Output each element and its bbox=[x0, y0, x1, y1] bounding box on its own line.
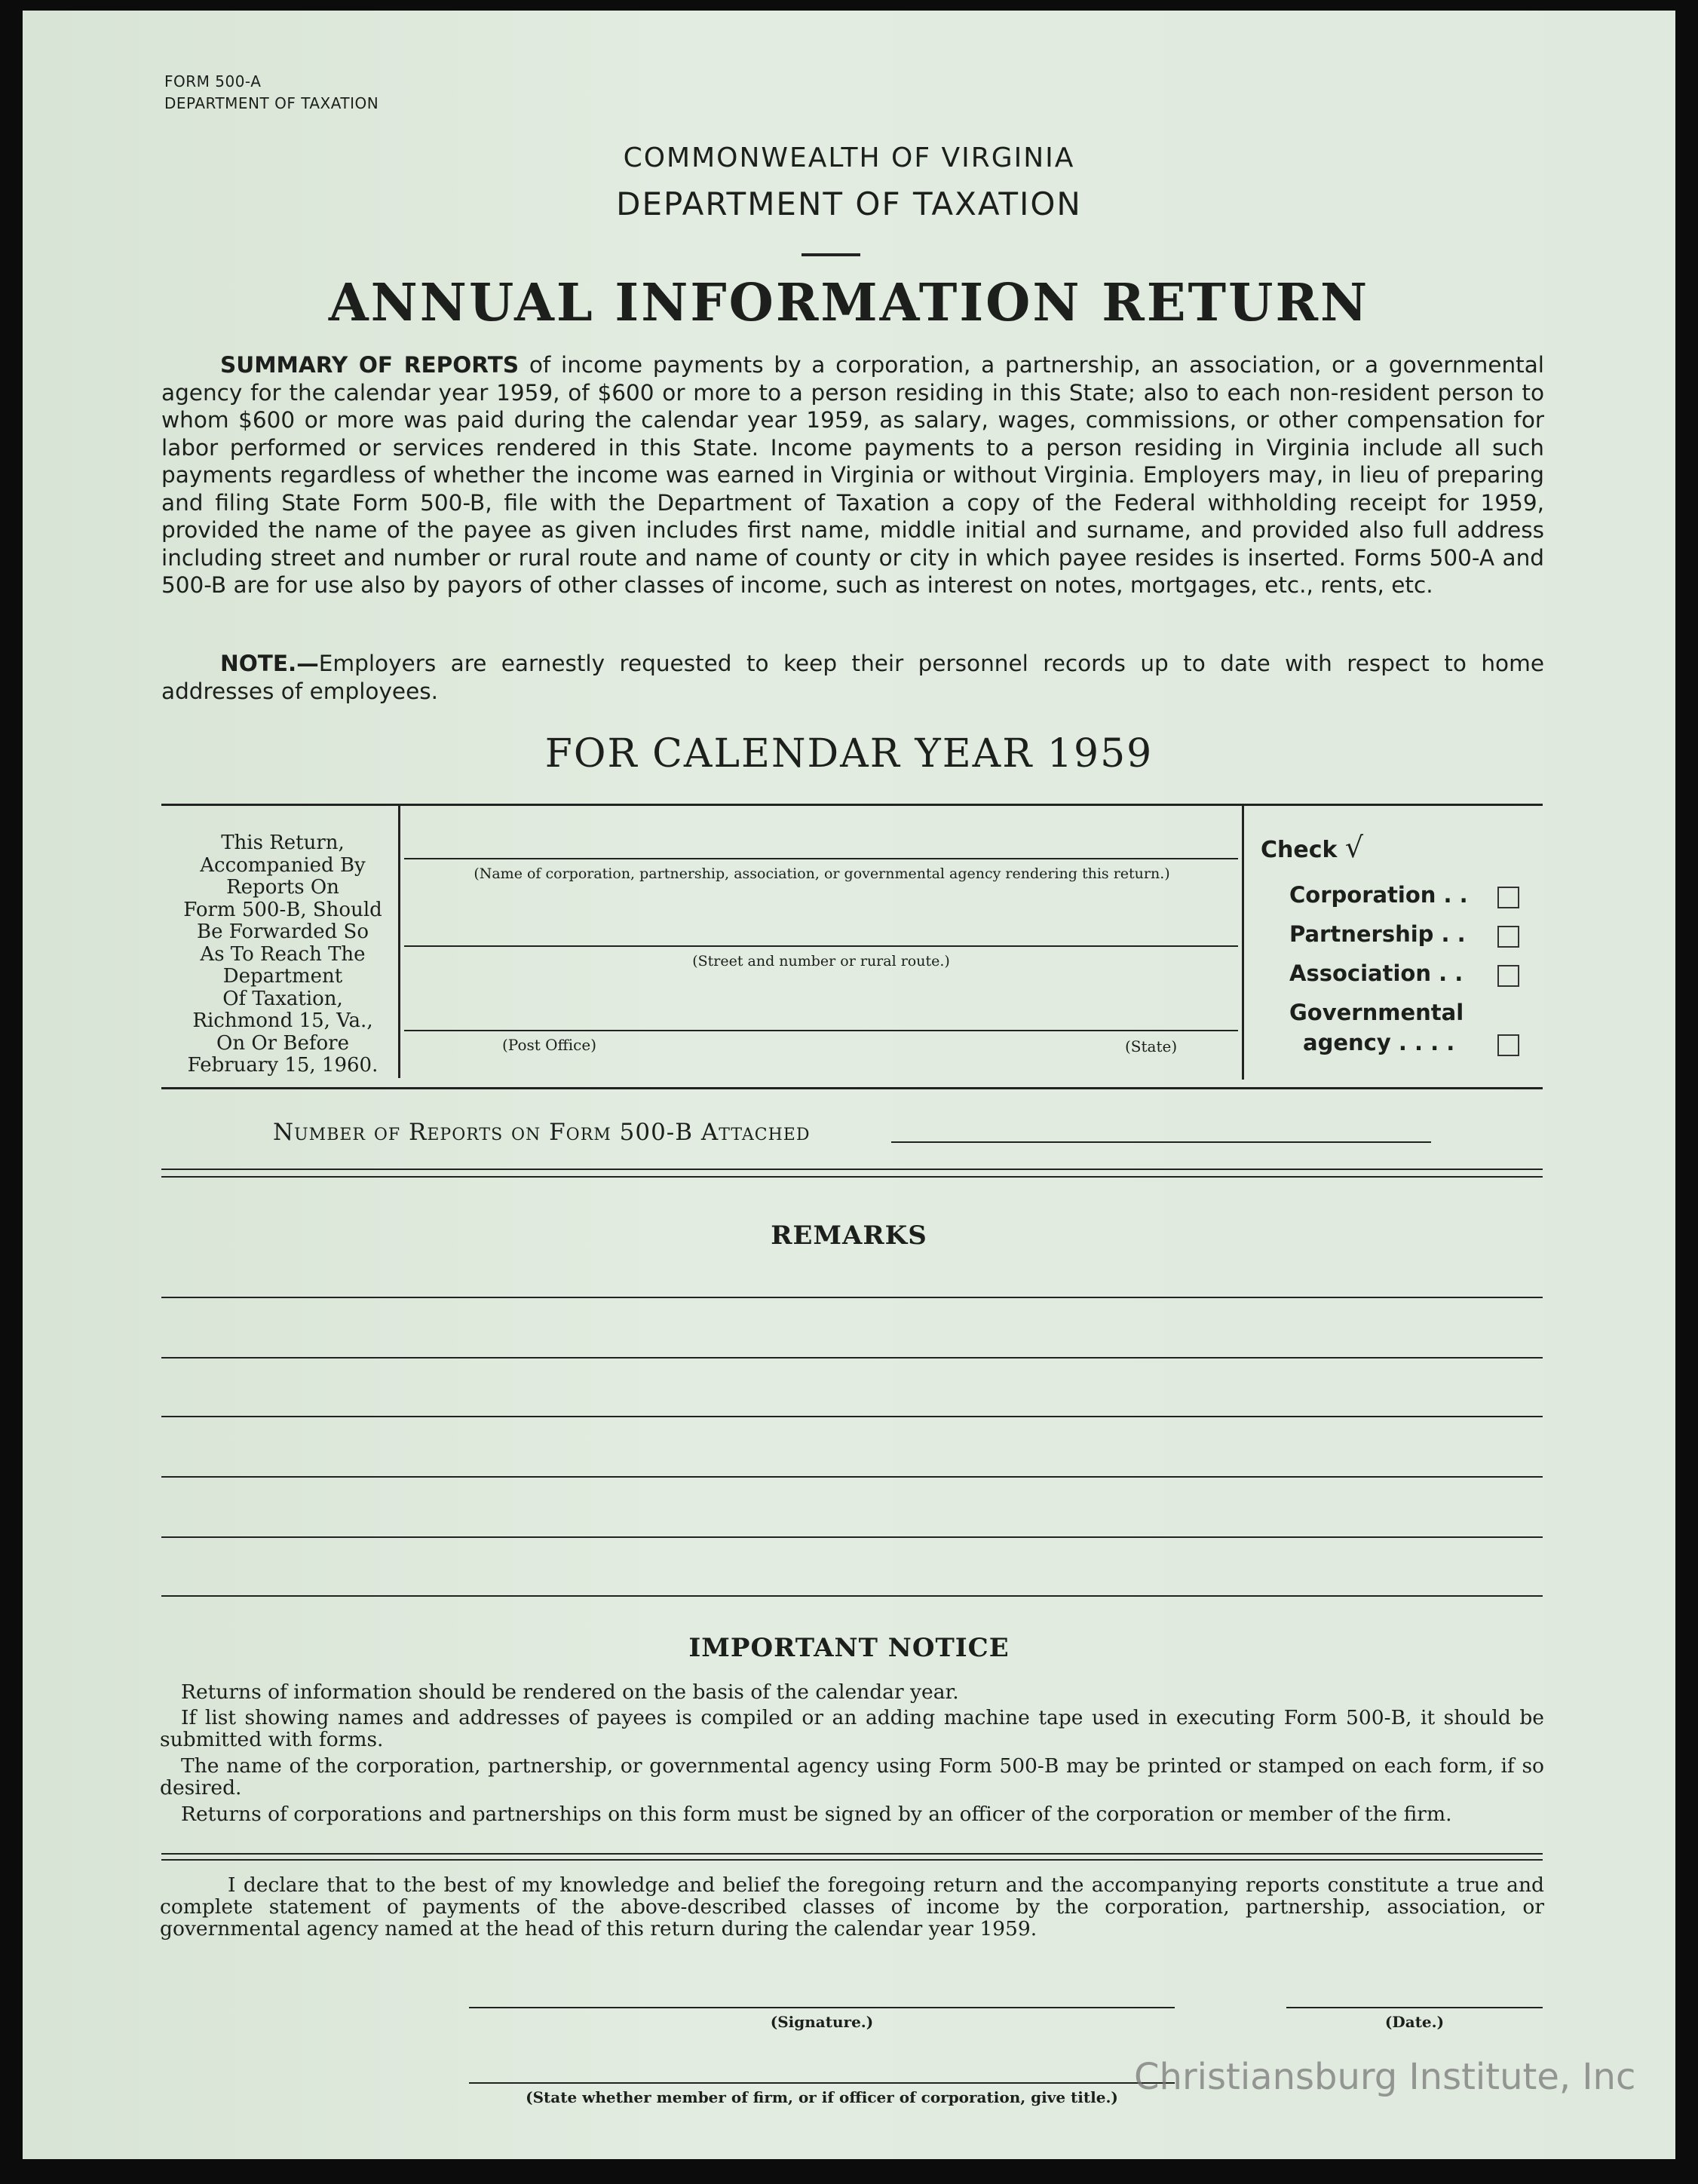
signature-field[interactable] bbox=[469, 1968, 1175, 2005]
instruction-line: Of Taxation, bbox=[222, 987, 343, 1010]
notice-item: Returns of information should be rendered on the basis of the calendar year. bbox=[181, 1680, 959, 1704]
option-partnership bbox=[1289, 921, 1466, 947]
option-label: agency bbox=[1303, 1030, 1391, 1055]
option-leader-dots: . . . . bbox=[1398, 1030, 1455, 1055]
forwarding-instructions bbox=[158, 832, 407, 1077]
date-caption: (Date.) bbox=[1384, 2013, 1445, 2031]
instruction-line: Richmond 15, Va., bbox=[192, 1009, 373, 1032]
header-divider bbox=[801, 253, 860, 256]
state-heading: COMMONWEALTH OF VIRGINIA bbox=[623, 142, 1075, 173]
notice-item: Returns of corporations and partnerships on this form must be signed by an officer of the corporation or member of the firm. bbox=[181, 1803, 1452, 1826]
remarks-rule bbox=[161, 1297, 1543, 1298]
corporation-checkbox[interactable] bbox=[1497, 887, 1519, 908]
declaration-text: I declare that to the best of my knowledge and belief the foregoing return and the accompanying reports constitute a true and complete statement of payments of the above-described classes of income by the corporation, partnership, association, or governmental agency named at the head of this return during the calendar year 1959. bbox=[160, 1873, 1544, 1940]
state-field[interactable] bbox=[1078, 991, 1238, 1028]
remarks-rule bbox=[161, 1416, 1543, 1417]
remarks-line-field[interactable] bbox=[161, 1441, 1543, 1475]
box-bottom-rule bbox=[161, 1087, 1543, 1089]
date-line bbox=[1286, 2007, 1543, 2008]
form-department: DEPARTMENT OF TAXATION bbox=[164, 94, 379, 112]
street-field[interactable] bbox=[404, 905, 1238, 942]
remarks-rule bbox=[161, 1476, 1543, 1478]
reports-count-line bbox=[891, 1141, 1431, 1143]
option-leader-dots: . . bbox=[1443, 882, 1468, 908]
option-leader-dots: . . bbox=[1439, 960, 1464, 986]
remarks-line-field[interactable] bbox=[161, 1381, 1543, 1414]
calendar-year-title: FOR CALENDAR YEAR 1959 bbox=[544, 731, 1154, 776]
summary-text: of income payments by a corporation, a partnership, an association, or a governmental agency for the calendar year 1959, of $600 or more to a person residing in this State; also to each non-resident person to whom $600 or more was paid during the calendar year 1959, as salary, wages, commissions, or other compensation for labor performed or services rendered in this State. Income payments to a person residing in Virginia include all such payments regardless of whether the income was earned in Virginia or without Virginia. Employers may, in lieu of preparing and filing State Form 500-B, file with the Department of Taxation a copy of the Federal withholding receipt for 1959, provided the name of the payee as given includes first name, middle initial and surname, and provided also full address including street and number or rural route and name of county or city in which payee resides is inserted. Forms 500-A and 500-B are for use also by payors of other classes of income, such as interest on notes, mortgages, etc., rents, etc. bbox=[161, 352, 1545, 598]
note-lead: NOTE.— bbox=[220, 651, 319, 676]
reports-count-field[interactable] bbox=[891, 1105, 1431, 1140]
instruction-line: Be Forwarded So bbox=[196, 920, 369, 943]
option-leader-dots: . . bbox=[1441, 921, 1466, 947]
section-rule bbox=[161, 1169, 1543, 1170]
instruction-line: As To Reach The bbox=[200, 942, 366, 966]
remarks-line-field[interactable] bbox=[161, 1561, 1543, 1594]
date-field[interactable] bbox=[1286, 1968, 1543, 2005]
department-heading: DEPARTMENT OF TAXATION bbox=[616, 185, 1082, 222]
signature-line bbox=[469, 2007, 1175, 2008]
option-label: Governmental bbox=[1289, 1000, 1464, 1025]
remarks-rule bbox=[161, 1595, 1543, 1597]
remarks-line-field[interactable] bbox=[161, 1502, 1543, 1535]
instruction-line: This Return, bbox=[221, 832, 345, 854]
post-office-field[interactable] bbox=[404, 991, 1068, 1028]
check-label: Check bbox=[1261, 837, 1338, 863]
name-field[interactable] bbox=[404, 810, 1238, 847]
summary-lead: SUMMARY OF REPORTS bbox=[220, 352, 520, 378]
important-notice-title: IMPORTANT NOTICE bbox=[688, 1633, 1010, 1663]
checkmark-icon: √ bbox=[1344, 831, 1364, 864]
option-association bbox=[1289, 960, 1463, 986]
signature-caption: (Signature.) bbox=[770, 2013, 874, 2031]
box-right-divider bbox=[1242, 804, 1244, 1080]
notice-item: The name of the corporation, partnership, or governmental agency using Form 500-B may be printed or stamped on each form, if so desired. bbox=[160, 1754, 1544, 1800]
note-text: Employers are earnestly requested to keep their personnel records up to date with respect to home addresses of employees. bbox=[161, 651, 1544, 704]
instruction-line: Form 500-B, Should bbox=[183, 898, 382, 921]
remarks-line-field[interactable] bbox=[161, 1262, 1543, 1297]
street-field-caption: (Street and number or rural route.) bbox=[692, 953, 950, 969]
page-title: ANNUAL INFORMATION RETURN bbox=[328, 273, 1370, 333]
post-office-caption: (Post Office) bbox=[502, 1036, 596, 1054]
title-line bbox=[469, 2082, 1175, 2084]
notice-item: If list showing names and addresses of payees is compiled or an adding machine tape used in executing Form 500-B, it should be submitted with forms. bbox=[160, 1706, 1544, 1751]
association-checkbox[interactable] bbox=[1497, 965, 1519, 987]
form-identifier bbox=[164, 71, 379, 115]
state-caption: (State) bbox=[1125, 1037, 1178, 1055]
option-label-second-line bbox=[1289, 1030, 1464, 1055]
title-field[interactable] bbox=[469, 2046, 1175, 2081]
remarks-line-field[interactable] bbox=[161, 1322, 1543, 1355]
option-label: Corporation bbox=[1289, 882, 1436, 908]
option-label: Partnership bbox=[1289, 921, 1434, 947]
summary-paragraph bbox=[161, 351, 1544, 599]
watermark: Christiansburg Institute, Inc bbox=[1134, 2056, 1636, 2098]
remarks-rule bbox=[161, 1357, 1543, 1358]
form-page bbox=[23, 11, 1675, 2159]
reports-count-label: Number of Reports on Form 500-B Attached bbox=[273, 1119, 811, 1146]
post-office-field-line bbox=[404, 1030, 1238, 1031]
instruction-line: February 15, 1960. bbox=[187, 1054, 379, 1077]
option-corporation bbox=[1289, 882, 1468, 908]
governmental-agency-checkbox[interactable] bbox=[1497, 1034, 1519, 1056]
section-rule bbox=[161, 1176, 1543, 1178]
street-field-line bbox=[404, 945, 1238, 947]
form-number: FORM 500-A bbox=[164, 72, 262, 90]
instruction-line: Accompanied By bbox=[200, 853, 366, 877]
option-label: Association bbox=[1289, 960, 1431, 986]
title-caption: (State whether member of firm, or if officer of corporation, give title.) bbox=[526, 2088, 1118, 2106]
name-field-caption: (Name of corporation, partnership, association, or governmental agency rendering this return.) bbox=[474, 865, 1170, 882]
partnership-checkbox[interactable] bbox=[1497, 926, 1519, 948]
name-field-line bbox=[404, 858, 1238, 859]
instruction-line: On Or Before bbox=[216, 1031, 349, 1055]
box-top-rule bbox=[161, 804, 1543, 806]
remarks-rule bbox=[161, 1536, 1543, 1538]
note-paragraph bbox=[161, 650, 1544, 705]
check-panel-title bbox=[1261, 831, 1363, 864]
remarks-title: REMARKS bbox=[771, 1221, 927, 1251]
instruction-line: Reports On bbox=[226, 876, 339, 899]
option-governmental-agency bbox=[1289, 1000, 1464, 1055]
section-rule bbox=[161, 1853, 1543, 1855]
section-rule bbox=[161, 1859, 1543, 1861]
instruction-line: Department bbox=[222, 965, 343, 988]
